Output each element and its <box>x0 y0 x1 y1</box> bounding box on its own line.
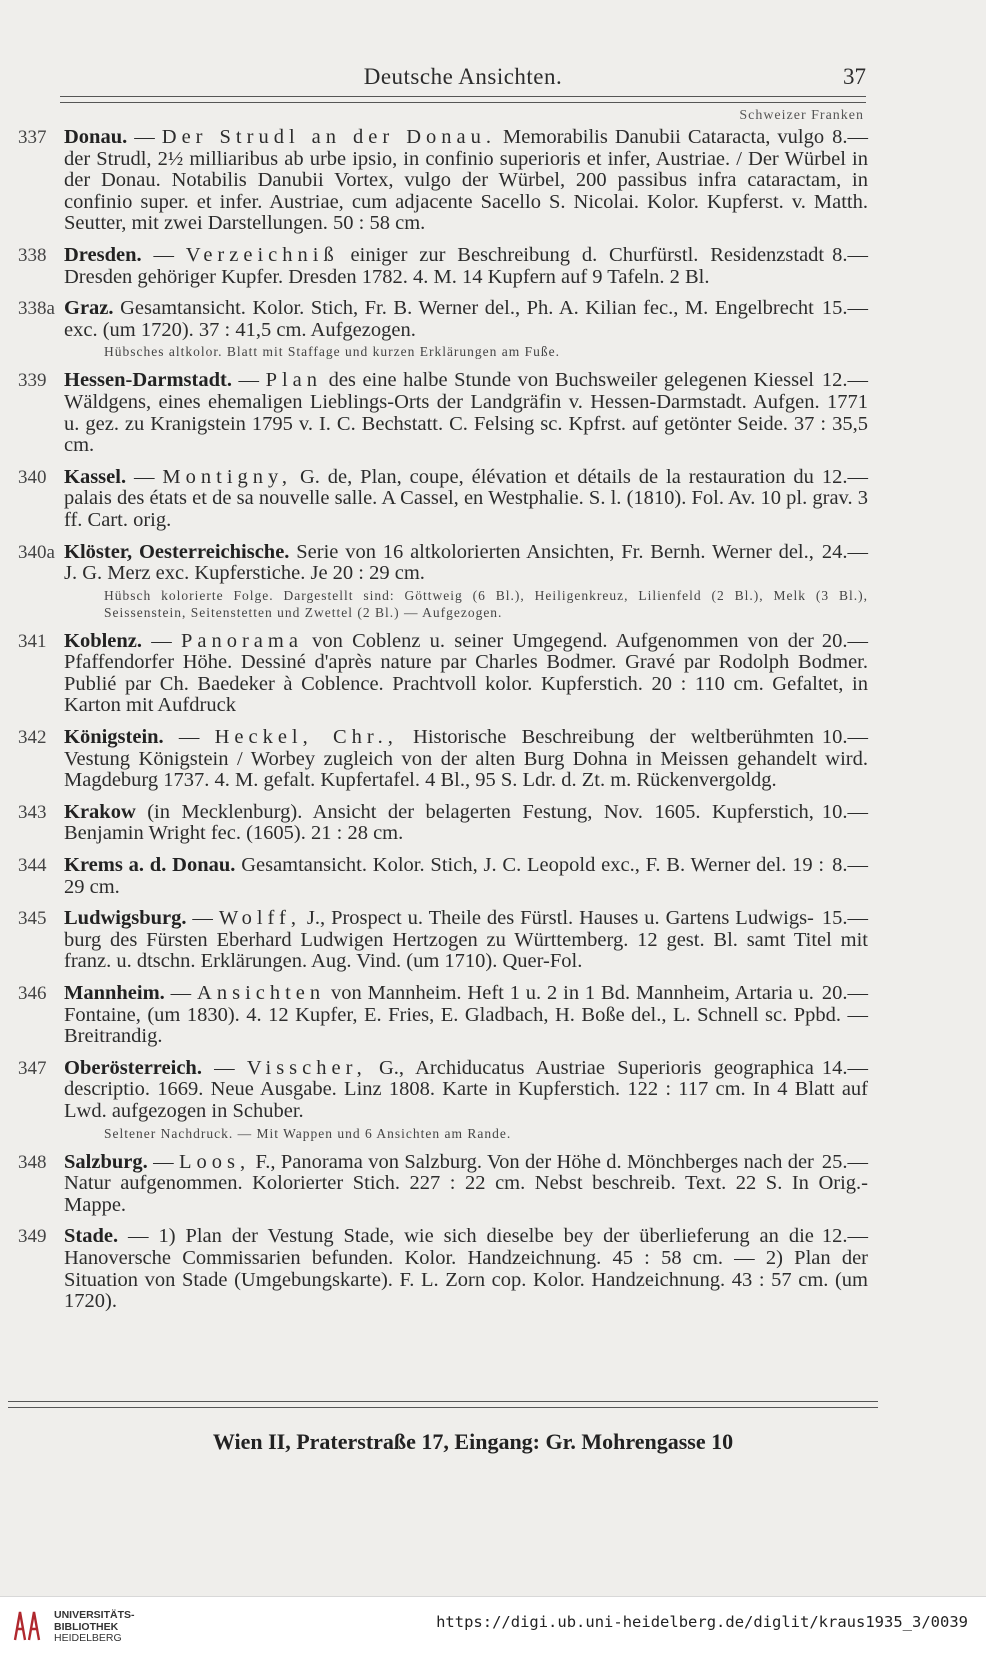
entry-description: von Coblenz u. seiner Umgegend. Aufgenommen von der Pfaffendorfer Höhe. Dessiné d'après nature par Charles Bodmer. Gravé par Rodolph Bodmer. Publié par Ch. Baedeker à Coblence. Prachtvoll kolor. Kupferstich. 20 : 110 cm. Gefaltet, in Karton mit Aufdruck <box>64 629 868 717</box>
entry-heading: Krems a. d. Donau. <box>64 854 236 877</box>
entry-number: 340a <box>18 541 55 563</box>
entry-description: G., Archiducatus Austriae Superioris geographica descriptio. 1669. Neue Ausgabe. Linz 1808. Karte in Kupferstich. 122 : 117 cm. In 4 Blatt auf Lwd. aufgezogen in Schuber. <box>64 1056 868 1122</box>
entry-separator: — <box>118 1225 159 1248</box>
entry-number: 343 <box>18 801 47 823</box>
entry-description: von Mannheim. Heft 1 u. 2 in 1 Bd. Mannheim, Artaria u. Fontaine, (um 1830). 4. 12 Kupfer, E. Fries, E. Gladbach, H. Boße del., L. Schnell sc. Ppbd. — Breitrandig. <box>64 982 868 1048</box>
catalog-entry <box>18 1058 868 1142</box>
entry-spaced-title: Wolff, <box>218 907 301 930</box>
catalog-entry <box>18 542 868 621</box>
catalog-entry <box>18 908 868 973</box>
entry-separator: — <box>164 982 198 1004</box>
catalog-entry <box>18 855 868 898</box>
entry-spaced-title: Loos, <box>178 1150 251 1173</box>
logo-line: HEIDELBERG <box>54 1632 122 1644</box>
entry-heading: Kassel. <box>64 465 127 488</box>
entry-heading: Klöster, Oesterreichische. <box>64 540 290 563</box>
catalog-entry <box>18 727 868 792</box>
header-rule <box>60 96 866 103</box>
entry-description: Serie von 16 altkolorierten Ansichten, Fr. Bernh. Werner del., J. G. Merz exc. Kupferstiche. Je 20 : 29 cm. <box>64 540 814 585</box>
entry-description: G. de, Plan, coupe, élévation et détails de la restauration du palais des états et de sa nouvelle salle. A Cassel, en Westphalie. S. l. (1810). Fol. Av. 10 pl. grav. 3 ff. Cart. orig. <box>64 465 868 531</box>
catalog-entry <box>18 983 868 1048</box>
catalog-entry <box>18 1226 868 1312</box>
entry-number: 342 <box>18 727 47 749</box>
entry-spaced-title: Montigny, <box>162 465 293 488</box>
entry-number: 348 <box>18 1151 47 1173</box>
entry-price: 20.— <box>821 982 868 1004</box>
entry-number: 337 <box>18 127 47 148</box>
library-bar <box>0 1596 986 1653</box>
library-logo-icon <box>12 1609 42 1643</box>
entry-price: 15.— <box>821 907 868 930</box>
catalog-entries <box>18 127 868 1323</box>
entry-price: 8.— <box>832 243 868 266</box>
catalog-entry <box>18 1152 868 1217</box>
catalog-entry <box>18 631 868 717</box>
catalog-entry <box>18 245 868 288</box>
entry-heading: Stade. <box>64 1225 119 1248</box>
entry-heading: Königstein. <box>64 726 164 749</box>
entry-description: 1) Plan der Vestung Stade, wie sich dieselbe bey der überlieferung an die Hanoversche Commissarien befunden. Kolor. Handzeichnung. 45 : 58 cm. — 2) Plan der Situation von Stade (Umgebungskarte). F. L. Zorn cop. Kolor. Handzeichnung. 43 : 57 cm. (um 1720). <box>64 1225 868 1313</box>
catalog-entry <box>18 370 868 456</box>
entry-note: Seltener Nachdruck. — Mit Wappen und 6 Ansichten am Rande. <box>104 1125 512 1141</box>
catalog-entry <box>18 298 868 360</box>
entry-spaced-title: Der Strudl an der Donau. <box>161 126 497 148</box>
entry-heading: Ludwigsburg. <box>64 907 187 930</box>
entry-price: 8.— <box>832 126 868 148</box>
entry-number: 346 <box>18 983 47 1004</box>
entry-separator: — <box>201 1056 247 1079</box>
entry-heading: Graz. <box>64 297 114 320</box>
entry-description: F., Panorama von Salzburg. Von der Höhe d. Mönchberges nach der Natur aufgenommen. Kolorierter Stich. 227 : 22 cm. Nebst beschreib. Text. 22 S. In Orig.-Mappe. <box>64 1150 868 1216</box>
entry-separator: — <box>147 1150 179 1173</box>
catalog-entry <box>18 127 868 235</box>
entry-separator: — <box>127 126 162 148</box>
publisher-address: Wien II, Praterstraße 17, Eingang: Gr. Mohrengasse 10 <box>212 1429 734 1454</box>
entry-heading: Salzburg. <box>64 1150 148 1173</box>
entry-heading: Krakow <box>64 800 136 823</box>
entry-number: 347 <box>18 1057 47 1079</box>
entry-separator <box>136 801 147 823</box>
entry-spaced-title: Ansichten <box>197 982 326 1004</box>
entry-separator: — <box>231 369 266 392</box>
entry-description: Gesamtansicht. Kolor. Stich, J. C. Leopold exc., F. B. Werner del. 19 : 29 cm. <box>64 854 825 898</box>
entry-description: Historische Beschreibung der weltberühmten Vestung Königstein / Worbey zugleich von der alten Burg Dohna in Meissen gehandelt wird. Magdeburg 1737. 4. M. gefalt. Kupfertafel. 4 Bl., 95 S. Ldr. d. Zt. m. Rückenvergoldg. <box>64 726 868 792</box>
entry-price: 12.— <box>821 369 868 392</box>
catalog-entry <box>18 802 868 845</box>
currency-note: Schweizer Franken <box>739 108 864 123</box>
entry-heading: Dresden. <box>64 243 142 266</box>
entry-description: J., Prospect u. Theile des Fürstl. Hauses u. Gartens Ludwigs-burg des Fürsten Eberhard Ludwigen Hertzogen zu Württemberg. 12 gest. Bl. samt Titel mit franz. u. dtschn. Erklärungen. Aug. Vind. (um 1710). Quer-Fol. <box>64 907 868 973</box>
entry-number: 338 <box>18 244 47 266</box>
page-number: 37 <box>843 64 866 89</box>
entry-description: Gesamtansicht. Kolor. Stich, Fr. B. Werner del., Ph. A. Kilian fec., M. Engelbrecht exc. (um 1720). 37 : 41,5 cm. Aufgezogen. <box>64 297 814 341</box>
entry-separator: — <box>163 726 215 749</box>
entry-separator: — <box>142 629 181 652</box>
entry-price: 24.— <box>821 540 868 563</box>
footer-rule <box>8 1401 878 1408</box>
library-logo-text <box>54 1610 135 1645</box>
entry-heading: Koblenz. <box>64 629 143 652</box>
entry-spaced-title: Heckel, Chr., <box>214 726 398 749</box>
entry-heading: Donau. <box>64 126 128 148</box>
source-url-link[interactable]: https://digi.ub.uni-heidelberg.de/diglit/kraus1935_3/0039 <box>436 1613 968 1631</box>
entry-spaced-title: Visscher, <box>246 1056 367 1079</box>
entry-separator: — <box>186 907 219 930</box>
catalog-entry <box>18 467 868 532</box>
entry-description: Memorabilis Danubii Cataracta, vulgo der Strudl, 2½ milliaribus ab urbe ipsio, in confinio superioris et infer, Austriae. / Der Würbel in der Donau. Notabilis Danubii Vortex, vulgo der Würbel, 200 passibus infra cataractam, in confinio super. et infer. Austriae, cum adjacente Sacello S. Nicolai. Kolor. Kupferst. v. Matth. Seutter, mit zwei Darstellungen. 50 : 58 cm. <box>64 126 868 235</box>
entry-note: Hübsches altkolor. Blatt mit Staffage und kurzen Erklärungen am Fuße. <box>104 344 561 360</box>
entry-note: Hübsch kolorierte Folge. Dargestellt sind: Göttweig (6 Bl.), Heiligenkreuz, Lilienfeld (2 Bl.), Melk (3 Bl.), Seissenstein, Seitenstetten und Zwettel (2 Bl.) — Aufgezogen. <box>104 587 868 620</box>
entry-spaced-title: Plan <box>265 369 323 392</box>
entry-price: 10.— <box>821 800 868 823</box>
entry-description: einiger zur Beschreibung d. Churfürstl. Residenzstadt Dresden gehöriger Kupfer. Dresden 1782. 4. M. 14 Kupfern auf 9 Tafeln. 2 Bl. <box>64 243 825 288</box>
entry-separator: — <box>126 465 163 488</box>
entry-description: (in Mecklenburg). Ansicht der belagerten Festung, Nov. 1605. Kupferstich, Benjamin Wright fec. (1605). 21 : 28 cm. <box>64 800 814 845</box>
entry-number: 345 <box>18 908 47 930</box>
entry-number: 339 <box>18 370 47 392</box>
page-title: Deutsche Ansichten. <box>363 64 563 89</box>
entry-separator: — <box>141 243 186 266</box>
entry-price: 14.— <box>821 1056 868 1079</box>
entry-description: des eine halbe Stunde von Buchsweiler gelegenen Kiessel Wäldgens, eines ehemaligen Lieblings-Orts der Landgräfin v. Hessen-Darmstadt. Aufgen. 1771 u. gez. zu Kranigstein 1795 v. I. C. Bechstatt. C. Felsing sc. Kpfrst. auf getönter Seide. 37 : 35,5 cm. <box>64 369 868 457</box>
entry-number: 344 <box>18 855 47 877</box>
logo-line: UNIVERSITÄTS- <box>54 1609 135 1621</box>
entry-price: 12.— <box>821 465 868 488</box>
entry-spaced-title: Verzeichniß <box>185 243 339 266</box>
page-header <box>60 64 866 98</box>
logo-line: BIBLIOTHEK <box>54 1620 119 1633</box>
entry-spaced-title: Panorama <box>180 629 303 652</box>
entry-number: 349 <box>18 1226 47 1248</box>
entry-heading: Mannheim. <box>64 982 165 1004</box>
entry-number: 341 <box>18 630 47 652</box>
entry-price: 20.— <box>821 629 868 652</box>
entry-price: 8.— <box>832 854 868 877</box>
entry-number: 340 <box>18 466 47 488</box>
entry-price: 10.— <box>821 726 868 749</box>
entry-price: 15.— <box>821 297 868 320</box>
entry-number: 338a <box>18 298 55 320</box>
entry-heading: Hessen-Darmstadt. <box>64 369 232 392</box>
entry-heading: Oberösterreich. <box>64 1056 202 1079</box>
entry-price: 25.— <box>821 1150 868 1173</box>
entry-price: 12.— <box>821 1225 868 1248</box>
